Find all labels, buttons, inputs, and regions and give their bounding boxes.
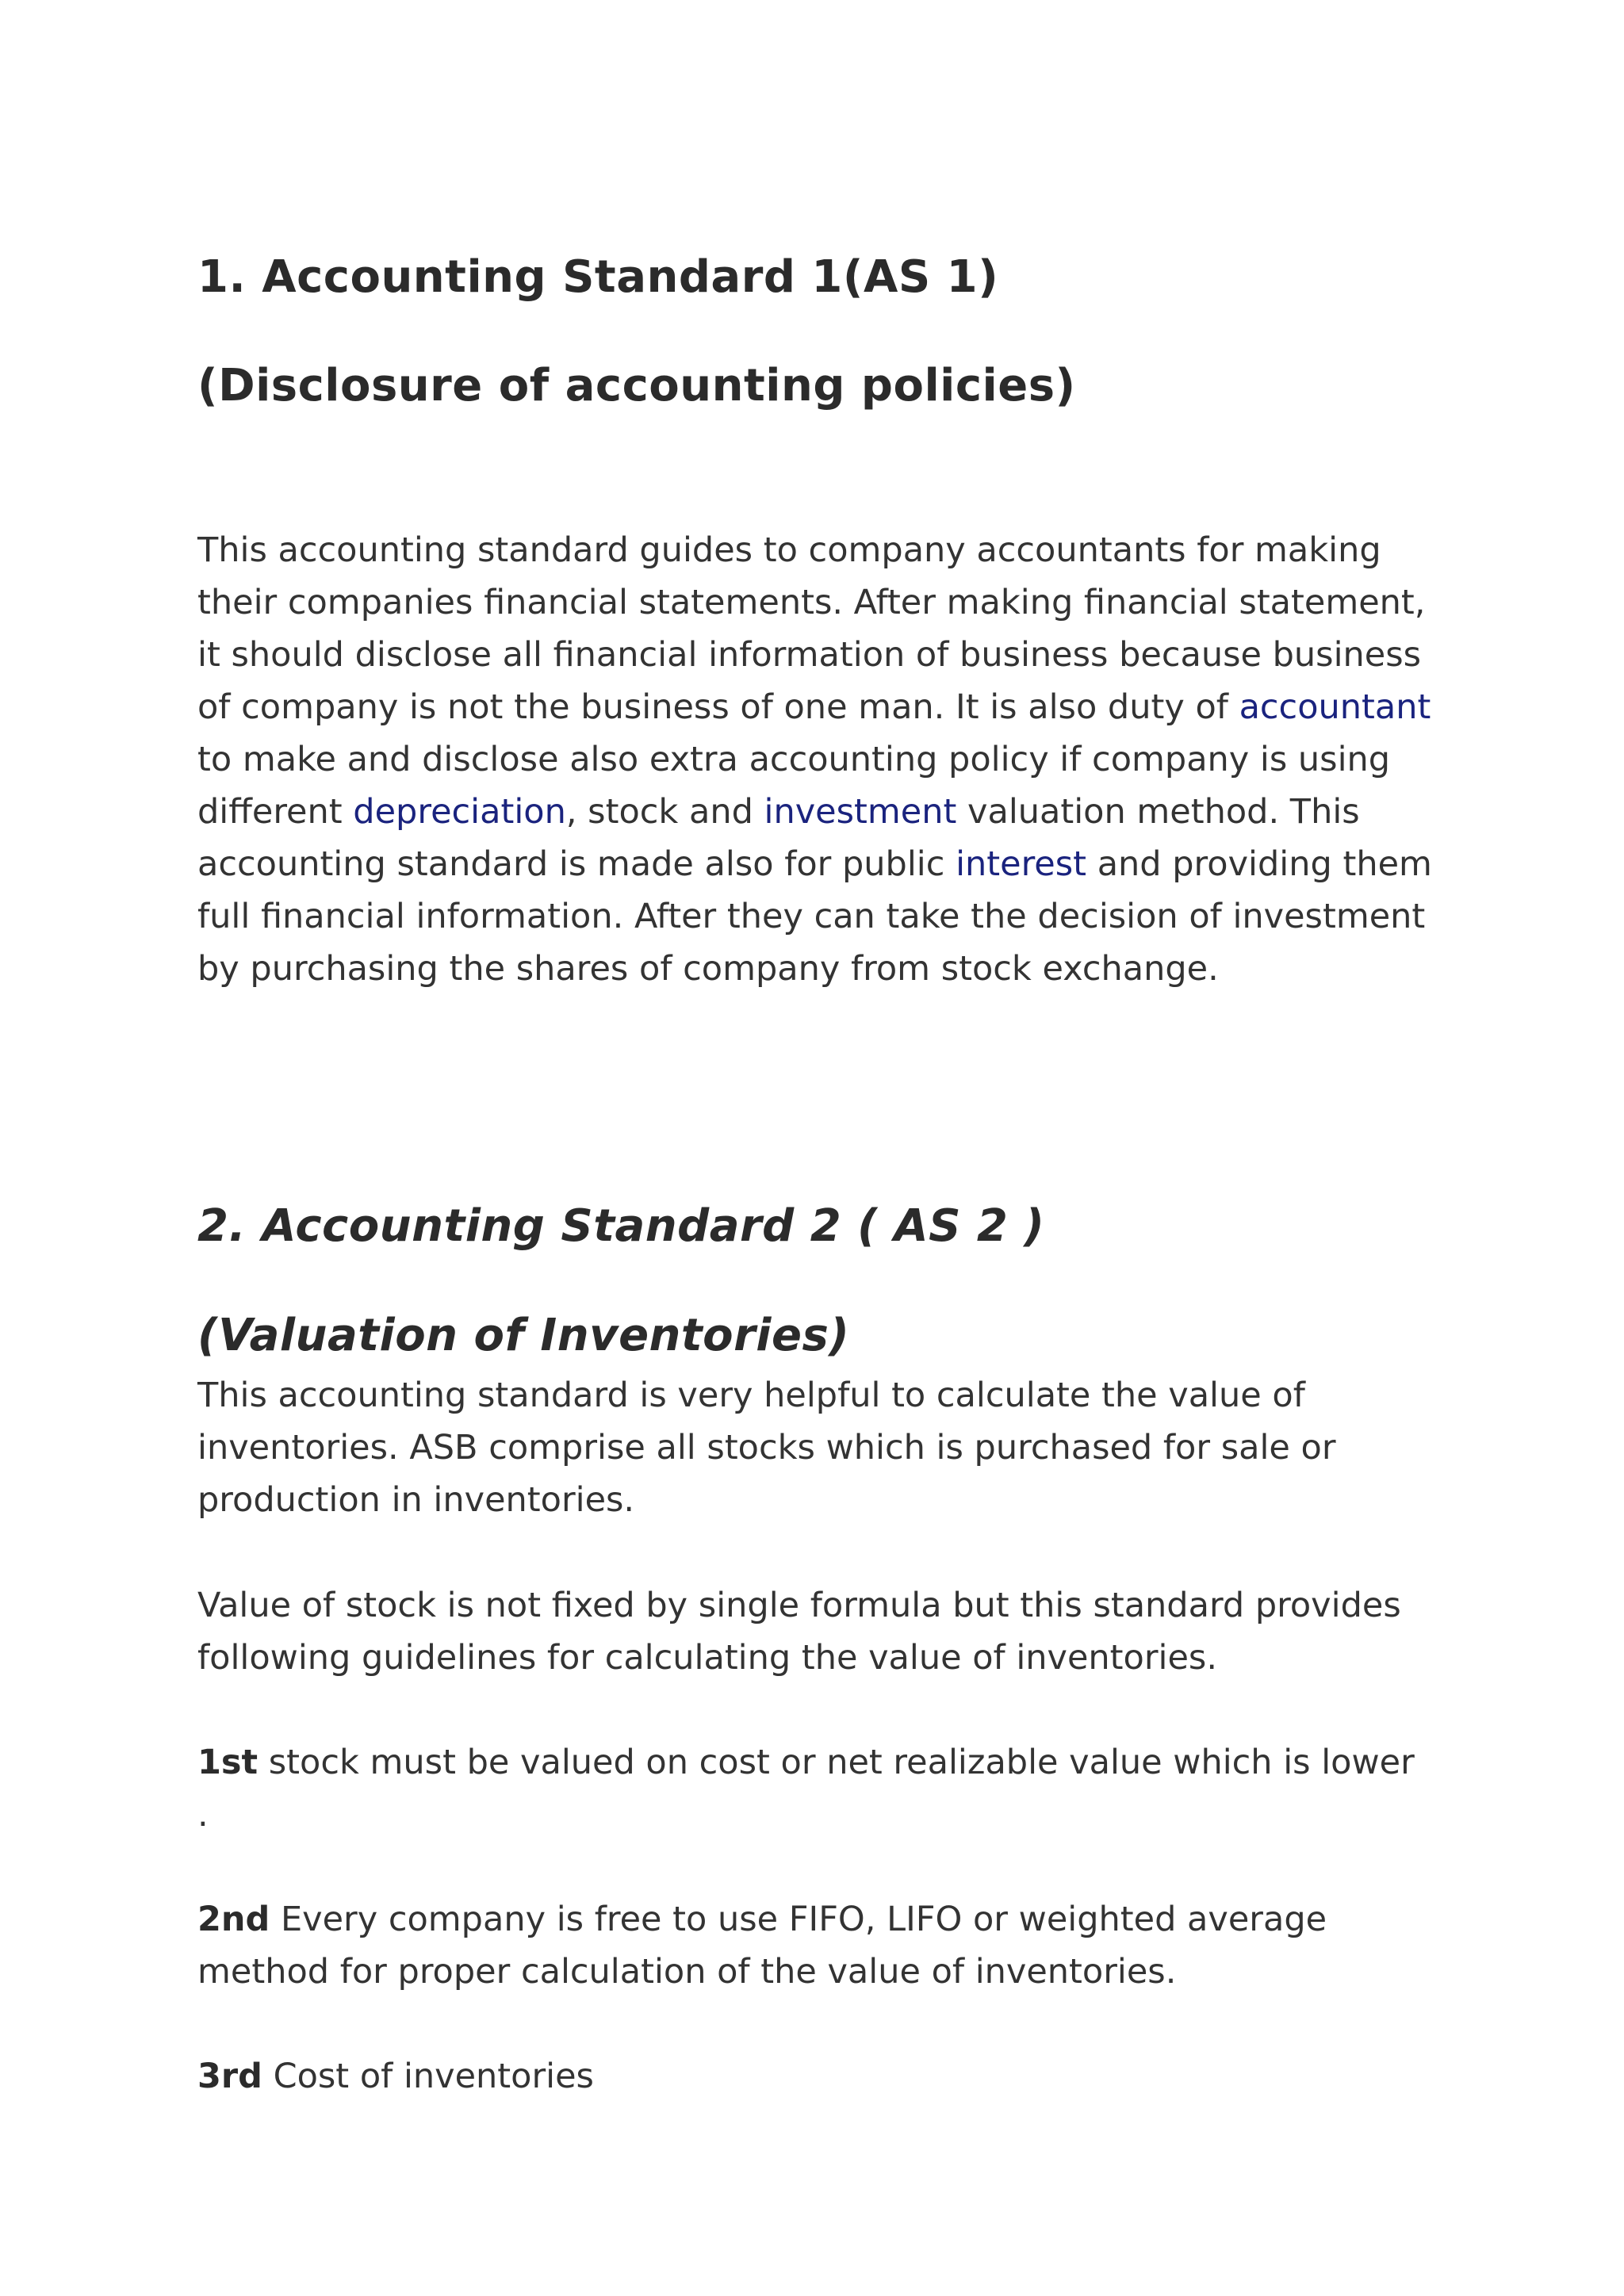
depreciation-link[interactable]: depreciation: [353, 792, 566, 832]
guideline-item: [197, 1736, 1434, 1841]
text-run: and providing them full financial information. After they can take the decision of investment by purchasing the shares of company from stock exchange.: [197, 844, 1432, 989]
section-2-subtitle: (Valuation of Inventories): [197, 1310, 850, 1361]
guideline-label: 2nd: [197, 1900, 270, 1939]
guideline-item: [197, 2050, 1434, 2103]
guideline-label: 1st: [197, 1743, 259, 1782]
interest-link[interactable]: interest: [956, 844, 1087, 884]
section-1-title: 1. Accounting Standard 1(AS 1): [197, 251, 999, 303]
text-run: This accounting standard guides to company accountants for making their companies financial statements. After making financial statement, it should disclose all financial information of business because business of company is not the business of one man. It is also duty of: [197, 530, 1426, 727]
section-1-paragraph: [197, 524, 1434, 995]
investment-link[interactable]: investment: [764, 792, 957, 832]
section-2-title: 2. Accounting Standard 2 ( AS 2 ): [197, 1200, 1045, 1252]
text-run: , stock and: [565, 792, 764, 832]
accountant-link[interactable]: accountant: [1239, 687, 1431, 727]
section-2-intro: This accounting standard is very helpful to calculate the value of inventories. ASB comprise all stocks which is purchased for sale or production in inventories.: [197, 1376, 1336, 1520]
section-1-subtitle: (Disclosure of accounting policies): [197, 360, 1076, 411]
guideline-text: Every company is free to use FIFO, LIFO or weighted average method for proper calculation of the value of inventories.: [197, 1900, 1327, 1992]
guideline-item: [197, 1893, 1434, 1998]
section-2-guidelines-intro: Value of stock is not fixed by single formula but this standard provides following guidelines for calculating the value of inventories.: [197, 1586, 1401, 1678]
text-run: valuation method. This accounting standard is made also for public: [197, 792, 1360, 884]
text-run: to make and disclose also extra accounting policy if company is using different: [197, 740, 1391, 832]
guideline-text: stock must be valued on cost or net realizable value which is lower .: [197, 1743, 1415, 1835]
guideline-text: Cost of inventories: [262, 2057, 594, 2096]
guideline-label: 3rd: [197, 2057, 262, 2096]
